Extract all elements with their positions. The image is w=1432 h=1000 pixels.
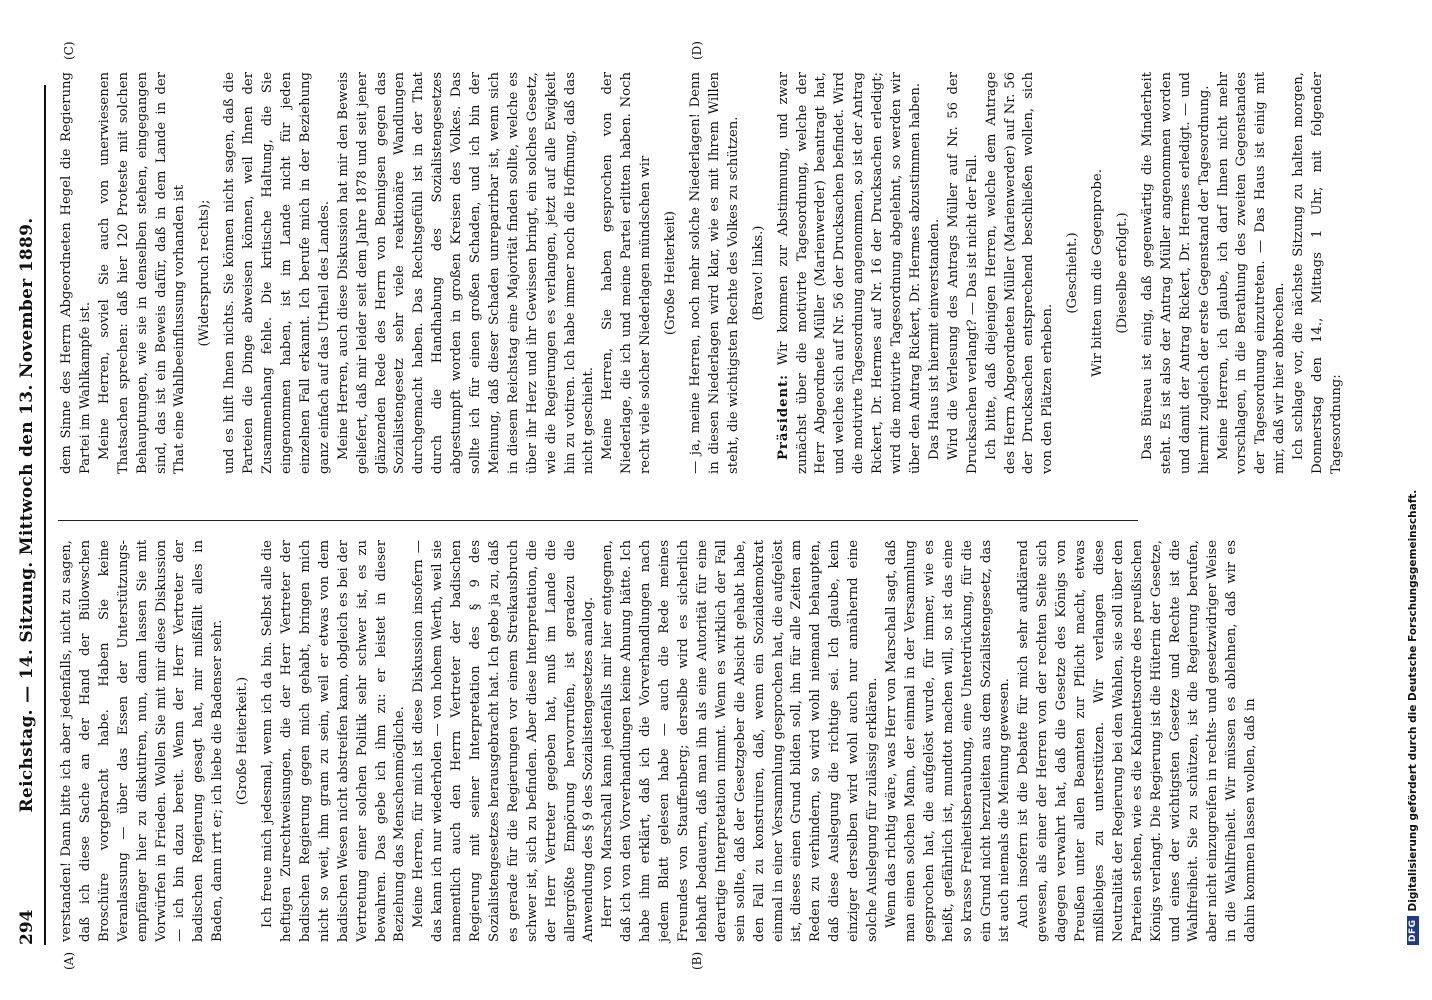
right-column [58,72,1347,474]
dfg-logo: DFG [1407,916,1419,945]
remark: (Große Heiterkeit.) [235,676,251,806]
paragraph: verstanden! Dann bitte ich aber jedenfalls, nicht zu sagen, daß ich diese Sache an der Hand der Bülowschen Broschüre vorgebracht habe. Haben Sie keine Veranlassung — über das Essen der Unterstützungsempfänger hier zu diskutiren, nun, dann lassen Sie mit Vorwürfen in Frieden. Wollen Sie mit mir diese Diskussion — ich bin dazu bereit. Wenn der Herr Vertreter der badischen Regierung gesagt hat, mir mißfällt alles in Baden, dann irrt er; ich liebe die Badenser sehr. [59,540,226,942]
left-column [58,540,1261,942]
paragraph: Meine Herren, ich glaube, ich darf Ihnen nicht mehr vorschlagen, in die Berathung des zweiten Gegenstandes der Tagesordnung einzutreten. — Das Haus ist einig mit mir, daß wir hier abbrechen. [1215,72,1288,474]
remark: (Große Heiterkeit) [663,210,679,336]
paragraph: dem Sinne des Herrn Abgeordneten Hegel die Regierung Partei im Wahlkampfe ist. [59,72,93,474]
digitization-credit [1403,65,1423,945]
header-divider [44,85,46,945]
speaker-label: Präsident: [775,373,791,460]
paragraph: Meine Herren, Sie haben gesprochen von der Niederlage, die ich und meine Partei erlitten haben. Noch recht viele solcher Niederlagen mündschen wir [600,72,654,474]
paragraph: Ich schlage vor, die nächste Sitzung zu halten morgen, Donnerstag den 14., Mittags 1 Uhr, mit folgender Tagesordnung: [1291,72,1344,474]
page-header [14,85,40,945]
margin-mark-d: (D) [690,41,704,60]
paragraph: Wird die Verlesung des Antrags Müller auf Nr. 56 der Drucksachen verlangt? — Das ist nicht der Fall. [945,72,980,474]
paragraph: Meine Herren, auch diese Diskussion hat mir den Beweis geliefert, daß mir leider seit dem Jahre 1878 und seit jener glänzenden Rede des Herrn von Bennigsen gegen das Sozialistengesetz sehr viele reaktionäre Wandlungen durchgemacht haben. Das Rechtsgefühl ist in der That durch die Handhabung des Sozialistengesetzes abgestumpft worden in großen Kreisen des Volkes. Das sollte ich für einen großen Schaden, und ich bin der Meinung, daß dieser Schaden unreparirbar ist, wenn sich in diesem Reichstag eine Majorität finden sollte, welche es über ihr Herz und ihr Gewissen bringt, ein solches Gesetz, wie die Regierungen es verlangen, jetzt auf alle Ewigkeit hin zu votiren. Ich habe immer noch die Hoffnung, daß das nicht geschieht. [335,72,597,474]
paragraph: Meine Herren, soviel Sie auch von unerwiesenen Thatsachen sprechen: daß hier 120 Proteste mit solchen Behauptungen, wie sie in denselben stehen, eingegangen sind, das ist ein Beweis dafür, daß in dem Lande in der That eine Wahlbeeinflussung vorhanden ist [96,72,188,474]
paragraph: Ich freue mich jedesmal, wenn ich da bin. Selbst alle die heftigen Zurechtweisungen, die der Herr Vertreter der badischen Regierung gegen mich gehabt, bringen mich nicht so weit, ihm gram zu sein, weil er etwas von dem badischen Wesen nicht abstreifen kann, obgleich es bei der Vertretung einer solchen Politik sehr schwer ist, es zu bewahren. Das gebe ich ihm zu: er leistet in dieser Beziehung das Menschenmögliche. [260,540,408,942]
paragraph: Herr von Marschall kann jedenfalls mir hier entgegnen, daß ich von den Vorverhandlungen keine Ahnung hätte. Ich habe ihm erklärt, daß ich die Vorverhandlungen nach jedem Blatt gelesen habe — auch die Rede meines Freundes von Stauffenberg; derselbe wird es sicherlich lebhaft bedauern, daß man ihn als eine Autorität für eine derartige Interpretation nimmt. Wenn es wirklich der Fall sein sollte, daß der Gesetzgeber die Absicht gehabt habe, den Fall zu konstruiren, daß, wenn ein Sozialdemokrat einmal in einer Versammlung gesprochen hat, die aufgelöst ist, dieses einen Grund bilden soll, ihn für alle Zeiten am Reden zu verhindern, so wird wohl niemand behaupten, daß diese Auslegung die richtige sei. Ich glaube, kein einziger derselben wird wohl auch nur annähernd eine solche Auslegung für zulässig erklären. [600,540,881,942]
speaker-text: Wir kommen zur Abstimmung, und zwar zunächst über die motivirte Tagesordnung, welche der Herr Abgeordnete Müller (Marienwerder) beantragt hat, und welche sich auf Nr. 56 der Drucksachen befindet. Wird die motivirte Tagesordnung angenommen, so ist der Antrag Rickert, Dr. Hermes auf Nr. 16 der Drucksachen erledigt; wird die motivirte Tagesordnung abgelehnt, so werden wir über den Antrag Rickert, Dr. Hermes abzustimmen haben. [775,72,923,474]
paragraph: Das Haus ist hiermit einverstanden. [926,218,942,460]
paragraph: und es hilft Ihnen nichts. Sie können nicht sagen, daß die Parteien die Dinge abweisen können, weil Ihnen der Zusammenhang fehle. Die kritische Haltung, die Sie eingenommen haben, ist im Lande nicht für jeden einzelnen Fall erkannt. Ich berufe mich in der Beziehung ganz einfach auf das Urtheil des Landes. [222,72,332,474]
credit-text: Digitalisierung gefördert durch die Deutsche Forschungsgemeinschaft. [1407,489,1419,912]
page-number: 294 [17,909,37,945]
paragraph: Ich bitte, daß diejenigen Herren, welche dem Antrage des Herrn Abgeordneten Müller (Marienwerder) auf Nr. 56 der Drucksachen entsprechend beschließen wollen, sich von den Plätzen erheben. [983,72,1056,474]
remark: (Bravo! links.) [750,225,766,321]
remark: (Widerspruch rechts); [197,199,213,347]
margin-mark-a: (A) [62,951,76,970]
margin-mark-b: (B) [690,951,704,970]
paragraph: Meine Herren, für mich ist diese Diskussion insofern — das kann ich nur wiederholen — von hohem Werth, weil sie namentlich auch den Herrn Vertreter der badischen Regierung mit seiner Interpretation des § 9 des Sozialistengesetzes herausgebracht hat. Ich gebe ja zu, daß es gerade für die Regierungen vor einem Streikausbruch schwer ist, sich zu befinden. Aber diese Interpretation, die der Herr Vertreter gegeben hat, muß im Lande die allergrößte Empörung hervorrufen, ist geradezu die Anwendung des § 9 des Sozialistengesetzes analog. [411,540,597,942]
paragraph: Wenn das richtig wäre, was Herr von Marschall sagt, daß man einen solchen Mann, der einmal in der Versammlung gesprochen hat, die aufgelöst wurde, für immer, wie es heißt, gefährlich ist, mundtot machen will, so ist das eine so krasse Freiheitsberaubung, eine Unterdrückung, für die ein Grund nicht herzuleiten aus dem Sozialistengesetz, das ist auch niemals die Meinung gewesen. [883,540,1013,942]
remark: (Geschieht.) [1065,232,1081,314]
paragraph: Auch insofern ist die Debatte für mich sehr aufklärend gewesen, als einer der Herren von der rechten Seite sich dagegen verwahrt hat, daß die Gesetze des Königs von Preußen unter allen Beamten zur Pflicht macht, etwas mißliebiges zu unterstützen. Wir verlangen diese Neutralität der Regierung bei den Wahlen, sie soll über den Parteien stehen, wie es die Kabinettsordre des preußischen Königs verlangt. Die Regierung ist die Hüterin der Gesetze, und eines der wichtigsten Gesetze und Rechte ist die Wahlfreiheit. Sie zu schützen, ist die Regierung berufen, aber nicht einzugreifen in rechts- und gesetzwidriger Weise in die Wahlfreiheit. Wir müssen es ablehnen, daß wir es dahin kommen lassen wollen, daß in [1016,540,1259,942]
page-title: Reichstag. — 14. Sitzung. Mittwoch den 13. November 1889. [17,217,37,813]
margin-mark-c: (C) [62,41,76,60]
paragraph: Wir bitten um die Gegenprobe. [1090,169,1106,377]
paragraph: Das Büreau ist einig, daß gegenwärtig die Minderheit steht. Es ist also der Antrag Müller angenommen worden und damit der Antrag Rickert, Dr. Hermes erledigt. — und hiermit zugleich der erste Gegenstand der Tagesordnung. [1139,72,1212,474]
remark: (Dieselbe erfolgt.) [1115,212,1131,334]
paragraph: — ja, meine Herren, noch mehr solche Niederlagen! Denn in diesen Niederlagen wird klar, wie es mit Ihrem Willen steht, die wichtigsten Rechte des Volkes zu schützen. [688,72,741,474]
speaker-paragraph [775,72,926,474]
column-divider [58,520,1138,521]
